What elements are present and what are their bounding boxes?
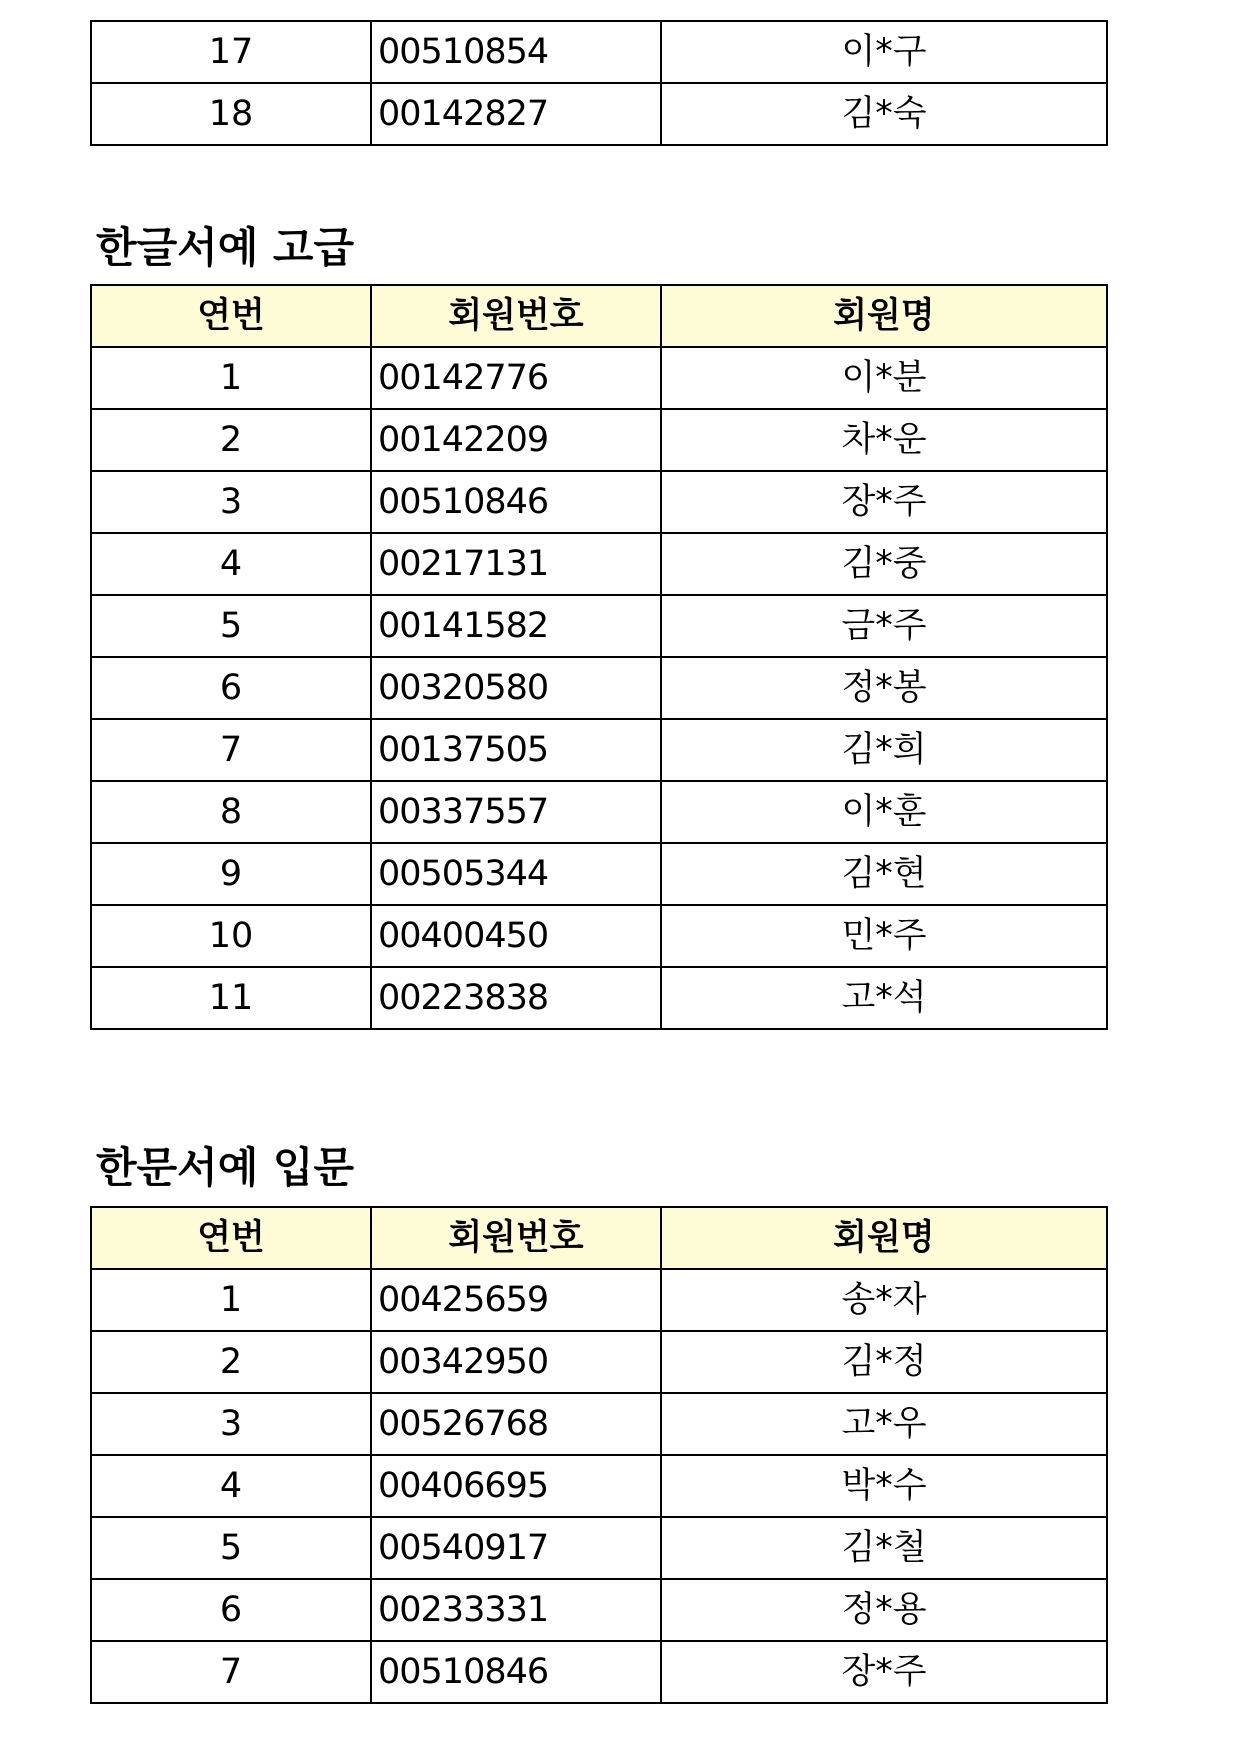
row-number-cell: 3	[91, 471, 371, 533]
column-header-member-name: 회원명	[661, 285, 1107, 347]
member-name-cell: 장*주	[661, 1641, 1107, 1703]
member-id-cell: 00142776	[371, 347, 661, 409]
member-name-cell: 차*운	[661, 409, 1107, 471]
column-header-number: 연번	[91, 285, 371, 347]
member-id-cell: 00217131	[371, 533, 661, 595]
member-id-cell: 00141582	[371, 595, 661, 657]
table-row	[91, 409, 1107, 471]
member-name-cell: 정*용	[661, 1579, 1107, 1641]
table-row	[91, 347, 1107, 409]
member-id-cell: 00406695	[371, 1455, 661, 1517]
column-header-number: 연번	[91, 1207, 371, 1269]
member-name-cell: 고*우	[661, 1393, 1107, 1455]
row-number-cell: 18	[91, 83, 371, 145]
table-row	[91, 83, 1107, 145]
member-id-cell: 00223838	[371, 967, 661, 1029]
member-name-cell: 민*주	[661, 905, 1107, 967]
table-row	[91, 719, 1107, 781]
member-name-cell: 김*철	[661, 1517, 1107, 1579]
table-row	[91, 1579, 1107, 1641]
table-row	[91, 1641, 1107, 1703]
member-name-cell: 이*구	[661, 21, 1107, 83]
member-name-cell: 김*희	[661, 719, 1107, 781]
row-number-cell: 2	[91, 409, 371, 471]
table-header-row	[91, 1207, 1107, 1269]
member-id-cell: 00320580	[371, 657, 661, 719]
row-number-cell: 5	[91, 595, 371, 657]
member-name-cell: 이*분	[661, 347, 1107, 409]
member-id-cell: 00526768	[371, 1393, 661, 1455]
member-id-cell: 00400450	[371, 905, 661, 967]
member-id-cell: 00510846	[371, 1641, 661, 1703]
row-number-cell: 1	[91, 347, 371, 409]
member-name-cell: 이*훈	[661, 781, 1107, 843]
table-row	[91, 843, 1107, 905]
row-number-cell: 5	[91, 1517, 371, 1579]
member-id-cell: 00142209	[371, 409, 661, 471]
member-id-cell: 00142827	[371, 83, 661, 145]
table-header-row	[91, 285, 1107, 347]
member-name-cell: 박*수	[661, 1455, 1107, 1517]
table-row	[91, 1393, 1107, 1455]
row-number-cell: 4	[91, 533, 371, 595]
column-header-member-name: 회원명	[661, 1207, 1107, 1269]
member-id-cell: 00137505	[371, 719, 661, 781]
member-name-cell: 금*주	[661, 595, 1107, 657]
table-row	[91, 1455, 1107, 1517]
column-header-member-id: 회원번호	[371, 1207, 661, 1269]
member-id-cell: 00342950	[371, 1331, 661, 1393]
table-row	[91, 967, 1107, 1029]
row-number-cell: 8	[91, 781, 371, 843]
member-name-cell: 김*현	[661, 843, 1107, 905]
member-id-cell: 00505344	[371, 843, 661, 905]
row-number-cell: 3	[91, 1393, 371, 1455]
member-name-cell: 송*자	[661, 1269, 1107, 1331]
row-number-cell: 7	[91, 1641, 371, 1703]
member-name-cell: 정*봉	[661, 657, 1107, 719]
member-name-cell: 김*숙	[661, 83, 1107, 145]
table-row	[91, 1331, 1107, 1393]
row-number-cell: 17	[91, 21, 371, 83]
table-row	[91, 471, 1107, 533]
member-name-cell: 고*석	[661, 967, 1107, 1029]
column-header-member-id: 회원번호	[371, 285, 661, 347]
member-id-cell: 00337557	[371, 781, 661, 843]
row-number-cell: 10	[91, 905, 371, 967]
member-id-cell: 00510846	[371, 471, 661, 533]
member-table	[90, 284, 1108, 1030]
row-number-cell: 4	[91, 1455, 371, 1517]
row-number-cell: 9	[91, 843, 371, 905]
row-number-cell: 6	[91, 1579, 371, 1641]
member-table	[90, 1206, 1108, 1704]
table-row	[91, 21, 1107, 83]
row-number-cell: 1	[91, 1269, 371, 1331]
member-name-cell: 김*중	[661, 533, 1107, 595]
table-row	[91, 657, 1107, 719]
row-number-cell: 2	[91, 1331, 371, 1393]
member-id-cell: 00540917	[371, 1517, 661, 1579]
table-row	[91, 595, 1107, 657]
table-row	[91, 905, 1107, 967]
table-row	[91, 781, 1107, 843]
continued-member-table	[90, 20, 1108, 146]
member-id-cell: 00425659	[371, 1269, 661, 1331]
member-id-cell: 00510854	[371, 21, 661, 83]
section-title: 한문서예 입문	[96, 1143, 355, 1192]
row-number-cell: 6	[91, 657, 371, 719]
row-number-cell: 11	[91, 967, 371, 1029]
table-row	[91, 1517, 1107, 1579]
member-id-cell: 00233331	[371, 1579, 661, 1641]
member-name-cell: 장*주	[661, 471, 1107, 533]
table-row	[91, 533, 1107, 595]
member-name-cell: 김*정	[661, 1331, 1107, 1393]
section-title: 한글서예 고급	[96, 223, 355, 272]
table-row	[91, 1269, 1107, 1331]
row-number-cell: 7	[91, 719, 371, 781]
